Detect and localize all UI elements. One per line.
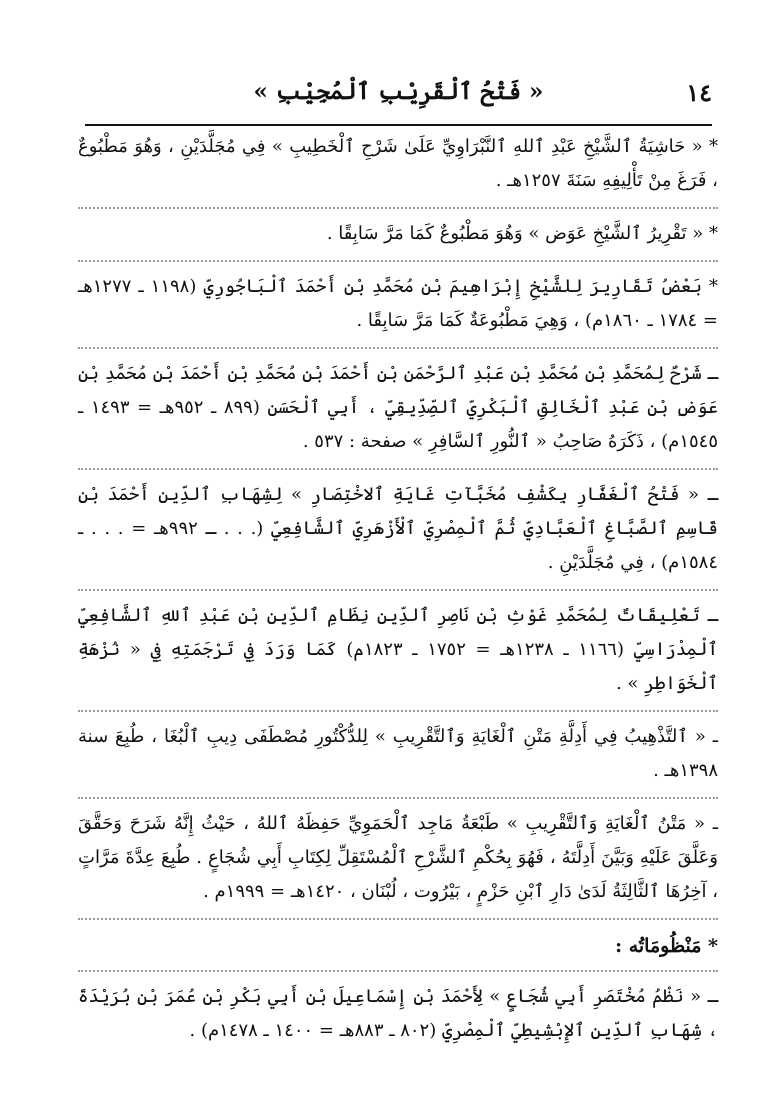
entry-paragraph: * بَعْضُ تَقَارِيرَ لِلشَّيْخِ إِبْرَاهِيمَ بْنِ مُحَمَّدِ بْنِ أَحْمَدَ ٱلْبَاجُورِيِّ (١١٩٨ ـ ١٢٧٧هـ = ١٧٨٤ ـ ١٨٦٠م) ، وَهِيَ مَطْبُوعَةٌ كَمَا مَرَّ سَابِقًا . xyxy=(78,270,718,349)
entry-paragraph: ـ شَرْحٌ لِمُحَمَّدِ بْنِ مُحَمَّدِ بْنِ عَبْدِ ٱلرَّحْمَنِ بْنِ أَحْمَدَ بْنِ مُحَمَّدِ بْنِ أَحْمَدَ بْنِ مُحَمَّدِ بْنِ عَوَضِ بْنِ عَبْدِ ٱلْخَالِقِ ٱلْبَكْرِيِّ ٱلصِّدِّيقِيِّ ، أَبِي ٱلْحَسَنِ (٨٩٩ ـ ٩٥٢هـ = ١٤٩٣ ـ ١٥٤٥م) ، ذَكَرَهُ صَاحِبُ « ٱلنُّورِ ٱلسَّافِرِ » صفحة : ٥٣٧ . xyxy=(78,357,718,470)
entry-paragraph: ـ « فَتْحُ ٱلْغَفَّارِ بِكَشْفِ مُخَبَّآتِ غَايَةِ ٱلاخْتِصَارِ » لِشِهَابِ ٱلدِّينِ أَحْمَدَ بْنِ قَاسِمِ ٱلصَّبَّاغِ ٱلْعَبَّادِيِّ ثُمَّ ٱلْمِصْرِيِّ ٱلْأَزْهَرِيِّ ٱلشَّافِعِيِّ (. . . ـ ٩٩٢هـ = . . . ـ ١٥٨٤م) ، فِي مُجَلَّدَيْنِ . xyxy=(78,478,718,591)
entry-paragraph: * « حَاشِيَةُ ٱلشَّيْخِ عَبْدِ ٱللهِ ٱلنَّبْرَاوِيِّ عَلَىٰ شَرْحِ ٱلْخَطِيبِ » فِي مُجَلَّدَيْنِ ، وَهُوَ مَطْبُوعٌ ، فَرَغَ مِنْ تَأْلِيفِهِ سَنَةَ ١٢٥٧هـ . xyxy=(78,130,718,209)
page-number: ١٤ xyxy=(686,78,712,107)
entry-paragraph: ـ « نَظْمُ مُخْتَصَرِ أَبِي شُجَاعٍ » لِأَحْمَدَ بْنِ إِسْمَاعِيلَ بْنِ أَبِي بَكْرِ بْنِ عُمَرَ بْنِ بُرَيْدَةَ ، شِهَابِ ٱلدِّينِ ٱلإِبْشِيطِيِّ ٱلْمِصْرِيِّ (٨٠٢ ـ ٨٨٣هـ = ١٤٠٠ ـ ١٤٧٨م) . xyxy=(78,986,718,1041)
page-body xyxy=(78,130,718,1048)
entry-paragraph: ـ « ٱلتَّذْهِيبُ فِي أَدِلَّةِ مَتْنِ ٱلْغَايَةِ وَٱلتَّقْرِيبِ » لِلدُّكْتُورِ مُصْطَفَى دِيبِ ٱلْبُغَا ، طُبِعَ سنة ١٣٩٨هـ . xyxy=(78,720,718,799)
entry-paragraph: ـ تَعْلِيقَاتٌ لِمُحَمَّدِ غَوْثِ بْنِ نَاصِرِ ٱلدِّينِ نِظَامِ ٱلدِّينِ بْنِ عَبْدِ ٱللهِ ٱلشَّافِعِيِّ ٱلْمِدْرَاسِيِّ (١١٦٦ ـ ١٢٣٨هـ = ١٧٥٢ ـ ١٨٢٣م) كَمَا وَرَدَ فِي تَرْجَمَتِهِ فِي « نُزْهَةِ ٱلْخَوَاطِرِ » . xyxy=(78,599,718,712)
section-heading: * مَنْظُومَاتُه : xyxy=(78,928,718,972)
page-header xyxy=(85,72,712,122)
header-rule xyxy=(85,124,712,126)
entry-paragraph: ـ « مَتْنُ ٱلْغَايَةِ وَٱلتَّقْرِيبِ » طَبْعَةُ مَاجِد ٱلْحَمَوِيِّ حَفِظَهُ ٱللهُ ، حَيْثُ إِنَّهُ شَرَحَ وَحَقَّقَ وَعَلَّقَ عَلَيْهِ وَبَيَّنَ أَدِلَّتَهُ ، فَهُوَ بِحُكْمِ ٱلشَّرْحِ ٱلْمُسْتَقِلِّ لِكِتَابِ أَبِي شُجَاعٍ . طُبِعَ عِدَّةَ مَرَّاتٍ ، آخِرُهَا ٱلثَّالِثَةُ لَدَىٰ دَارِ ٱبْنِ حَزْمٍ ، بَيْرُوت ، لُبْنَان ، ١٤٢٠هـ = ١٩٩٩م . xyxy=(78,807,718,920)
entry-paragraph: * « تَقْرِيرُ ٱلشَّيْخِ عَوَض » وَهُوَ مَطْبُوعٌ كَمَا مَرَّ سَابِقًا . xyxy=(78,217,718,262)
running-title: « فَتْحُ ٱلْقَرِيْبِ ٱلْمُجِيْبِ » xyxy=(253,78,544,105)
